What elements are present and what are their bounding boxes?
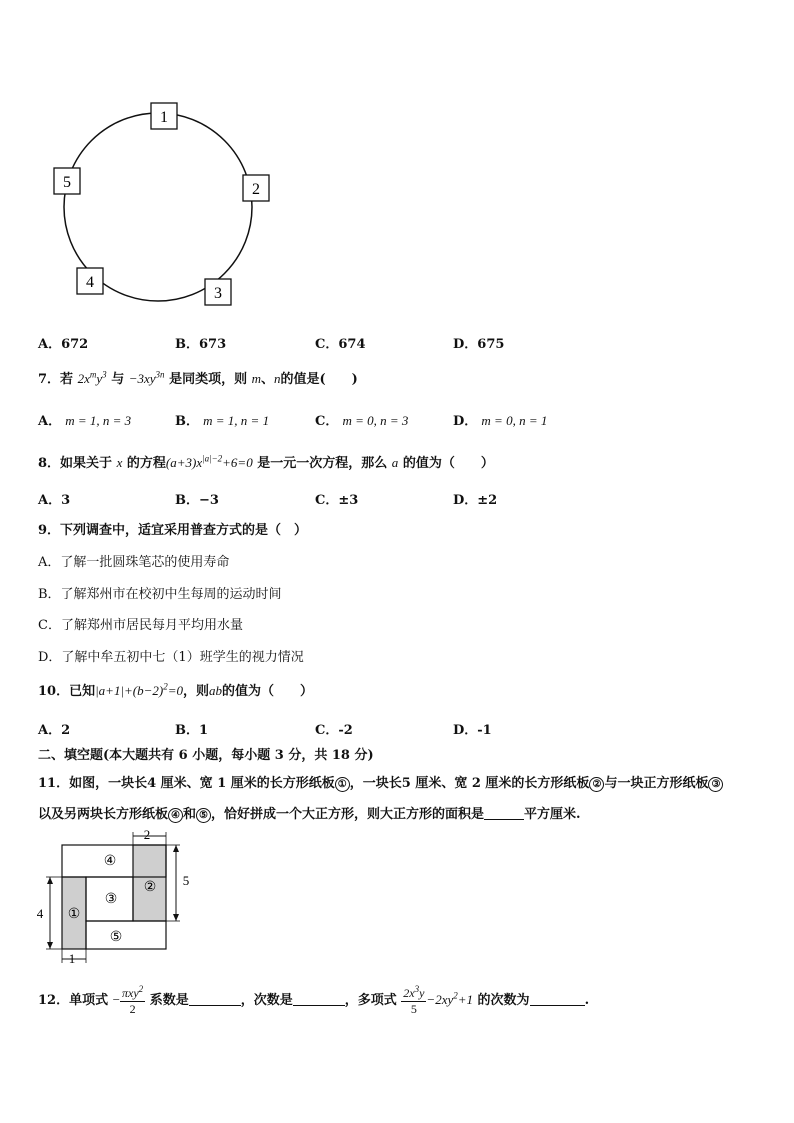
q7-option-a[interactable] bbox=[38, 410, 131, 429]
q11-circle-2: ② bbox=[589, 777, 604, 792]
q10-text-mid: ，则 bbox=[183, 684, 210, 699]
q8-text-end: 的值为（ ） bbox=[402, 456, 494, 471]
region-label-3: ③ bbox=[104, 892, 118, 907]
q7-term-2: $-3xy^{3n}$ bbox=[128, 369, 165, 386]
q8-text-mid: 的方程 bbox=[126, 456, 166, 471]
q12-degree-label: ，次数是 bbox=[240, 993, 293, 1008]
region-label-5: ⑤ bbox=[109, 930, 123, 945]
q7-option-b-expr: m = 1, n = 1 bbox=[203, 413, 270, 428]
q8-number: 8． bbox=[38, 456, 61, 471]
q7-number: 7． bbox=[38, 372, 61, 387]
q7-option-a-letter: A． bbox=[38, 414, 62, 429]
q11-circle-5: ⑤ bbox=[196, 808, 211, 823]
q11-line1-c: 与一块正方形纸板 bbox=[604, 776, 709, 791]
q10-option-a[interactable]: A．2 bbox=[38, 723, 71, 738]
q6-option-b[interactable]: B．673 bbox=[175, 337, 227, 352]
q9-option-a[interactable]: A．了解一批圆珠笔芯的使用寿命 bbox=[38, 555, 230, 570]
q7-option-c-letter: C． bbox=[315, 414, 339, 429]
q10-stem bbox=[38, 680, 313, 699]
box-label-3: 3 bbox=[214, 285, 222, 302]
box-3 bbox=[205, 279, 231, 305]
q7-option-b-letter: B． bbox=[175, 414, 199, 429]
q8-text-pre: 如果关于 bbox=[60, 456, 113, 471]
q7-option-d-letter: D． bbox=[453, 414, 478, 429]
q9-stem: 9．下列调查中，适宜采用普查方式的是（ ） bbox=[38, 523, 308, 538]
q11-circle-3: ③ bbox=[708, 777, 723, 792]
box-2 bbox=[243, 175, 269, 201]
q12-end: . bbox=[584, 993, 590, 1008]
q12-poly-degree-blank[interactable] bbox=[530, 992, 585, 1006]
q8-var-x: x bbox=[116, 455, 123, 470]
q8-option-c[interactable]: C．±3 bbox=[315, 493, 359, 508]
q8-option-d[interactable]: D．±2 bbox=[453, 493, 498, 508]
q11-and: 和 bbox=[183, 807, 197, 822]
q7-term-1: $2x^my^3$ bbox=[77, 369, 107, 386]
q11-line-2 bbox=[38, 803, 581, 823]
box-label-4: 4 bbox=[86, 274, 94, 291]
q12-minus: − bbox=[112, 992, 120, 1007]
q7-text-post: 是同类项，则 bbox=[169, 372, 248, 387]
q10-option-c[interactable]: C．-2 bbox=[315, 723, 353, 738]
box-4 bbox=[77, 268, 103, 294]
q12-coef-label: 系数是 bbox=[149, 993, 189, 1008]
dim-left-label: 4 bbox=[36, 906, 44, 921]
q11-answer-blank[interactable] bbox=[484, 806, 524, 820]
q7-option-d-expr: m = 0, n = 1 bbox=[481, 413, 548, 428]
q12-poly-label: ，多项式 bbox=[344, 993, 397, 1008]
circle-figure bbox=[40, 95, 280, 315]
q12-degree-blank[interactable] bbox=[293, 992, 345, 1006]
q7-var-m: m bbox=[251, 371, 262, 386]
piece-5 bbox=[86, 921, 166, 949]
q9-option-b[interactable]: B．了解郑州市在校初中生每周的运动时间 bbox=[38, 587, 282, 602]
q11-line2-b: ，恰好拼成一个大正方形，则大正方形的面积是 bbox=[211, 807, 485, 822]
q7-option-d[interactable] bbox=[453, 410, 547, 429]
box-label-5: 5 bbox=[63, 174, 71, 191]
q11-line1-a: 11．如图，一块长4 厘米、宽 1 厘米的长方形纸板 bbox=[38, 776, 335, 791]
q8-stem bbox=[38, 452, 494, 471]
q12-monomial: $\frac{\pi xy^2}{2}$ bbox=[121, 984, 144, 1016]
q12-coef-blank[interactable] bbox=[189, 992, 241, 1006]
q11-figure bbox=[30, 826, 200, 966]
q7-text-end: 的值是( ) bbox=[280, 372, 358, 387]
q10-text-end: 的值为（ ） bbox=[222, 684, 314, 699]
q7-sep: 、 bbox=[261, 372, 275, 387]
q10-option-b[interactable]: B．1 bbox=[175, 723, 209, 738]
q7-stem bbox=[38, 368, 358, 387]
box-1 bbox=[151, 103, 177, 129]
q7-option-c-expr: m = 0, n = 3 bbox=[342, 413, 409, 428]
box-label-2: 2 bbox=[252, 181, 260, 198]
q10-expression: $|a+1|+(b-2)^2=0$ bbox=[95, 681, 184, 698]
q8-equation: $(a+3)x^{|a|-2}+6=0$ bbox=[165, 453, 253, 470]
q11-circle-4: ④ bbox=[168, 808, 183, 823]
q8-option-a[interactable]: A．3 bbox=[38, 493, 71, 508]
q12-polynomial-rest: $-2xy^2+1$ bbox=[426, 990, 474, 1007]
q7-option-a-expr: m = 1, n = 3 bbox=[65, 413, 132, 428]
q6-option-a[interactable]: A．672 bbox=[38, 337, 89, 352]
q8-var-a: a bbox=[391, 455, 399, 470]
q11-line2-a: 以及另两块长方形纸板 bbox=[38, 807, 169, 822]
q9-option-d[interactable]: D．了解中牟五初中七（1）班学生的视力情况 bbox=[38, 650, 304, 665]
q10-option-d[interactable]: D．-1 bbox=[453, 723, 492, 738]
q11-line1-b: ，一块长5 厘米、宽 2 厘米的长方形纸板 bbox=[349, 776, 590, 791]
q7-text-pre: 若 bbox=[60, 372, 74, 387]
q10-text-pre: 已知 bbox=[69, 684, 96, 699]
q6-option-c[interactable]: C．674 bbox=[315, 337, 366, 352]
q9-option-c[interactable]: C．了解郑州市居民每月平均用水量 bbox=[38, 618, 243, 633]
dim-right-label: 5 bbox=[182, 873, 190, 888]
q8-option-b[interactable]: B．−3 bbox=[175, 493, 219, 508]
q7-text-mid: 与 bbox=[111, 372, 125, 387]
q8-text-post: 是一元一次方程，那么 bbox=[257, 456, 388, 471]
box-5 bbox=[54, 168, 80, 194]
dim-top-label: 2 bbox=[143, 827, 151, 842]
region-label-1: ① bbox=[67, 907, 81, 922]
q12-polynomial-frac: $\frac{2x^3y}{5}$ bbox=[403, 984, 425, 1016]
section-2-title: 二、填空题(本大题共有 6 小题，每小题 3 分，共 18 分) bbox=[38, 748, 374, 763]
q10-number: 10． bbox=[38, 684, 70, 699]
q12-text-pre: 单项式 bbox=[69, 993, 109, 1008]
q12-poly-degree-label: 的次数为 bbox=[477, 993, 530, 1008]
q11-line2-c: 平方厘米. bbox=[524, 807, 581, 822]
dim-bottom-label: 1 bbox=[68, 951, 76, 966]
q7-option-c[interactable] bbox=[315, 410, 408, 429]
region-label-4: ④ bbox=[103, 854, 117, 869]
region-label-2: ② bbox=[143, 880, 157, 895]
q6-option-d[interactable]: D．675 bbox=[453, 337, 505, 352]
q7-option-b[interactable] bbox=[175, 410, 269, 429]
q11-line-1 bbox=[38, 772, 723, 792]
q12-stem bbox=[38, 984, 589, 1017]
q10-var-ab: ab bbox=[209, 683, 223, 698]
box-label-1: 1 bbox=[160, 109, 168, 126]
q11-circle-1: ① bbox=[335, 777, 350, 792]
q7-var-n: n bbox=[274, 371, 281, 386]
q12-number: 12． bbox=[38, 993, 70, 1008]
